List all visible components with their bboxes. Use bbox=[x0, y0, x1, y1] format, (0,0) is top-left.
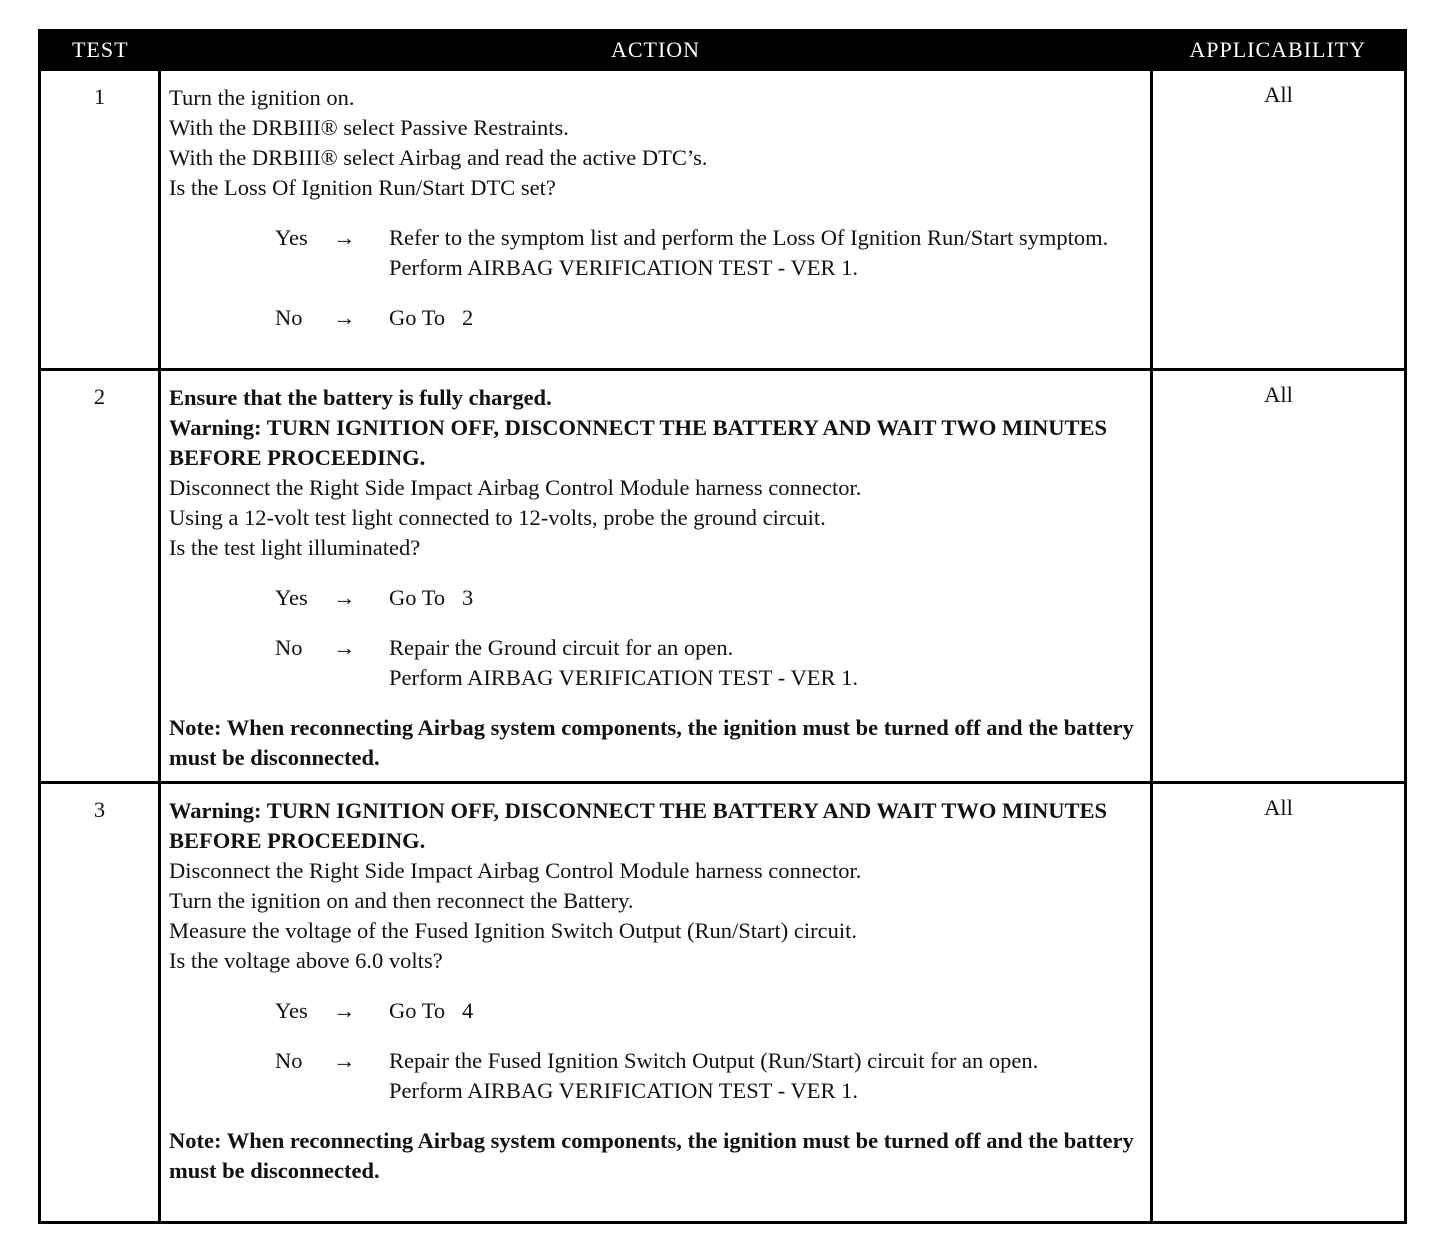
no-label: No bbox=[275, 305, 303, 330]
test-applicability: All bbox=[1152, 70, 1406, 370]
step-text: Disconnect the Right Side Impact Airbag Control Module harness connector. bbox=[169, 475, 862, 500]
header-test: TEST bbox=[40, 31, 160, 70]
yes-branch bbox=[169, 583, 1142, 613]
step-text: Turn the ignition on and then reconnect the Battery. bbox=[169, 888, 634, 913]
header-applicability: APPLICABILITY bbox=[1152, 31, 1406, 70]
test-number: 3 bbox=[40, 783, 160, 1223]
arrow-right-icon: → bbox=[333, 635, 356, 660]
no-result bbox=[389, 633, 1142, 693]
test-action bbox=[160, 70, 1152, 370]
arrow-right-icon: → bbox=[333, 585, 356, 610]
result-text: Go To 2 bbox=[389, 305, 474, 330]
arrow-right-icon: → bbox=[333, 225, 356, 250]
yes-branch bbox=[169, 223, 1142, 283]
test-action bbox=[160, 783, 1152, 1223]
step-text: With the DRBIII® select Passive Restraints. bbox=[169, 115, 569, 140]
yes-label: Yes bbox=[275, 225, 308, 250]
arrow-right-icon: → bbox=[333, 1048, 356, 1073]
no-branch bbox=[169, 303, 1142, 333]
step-text: Measure the voltage of the Fused Ignition Switch Output (Run/Start) circuit. bbox=[169, 918, 857, 943]
diagnostic-test-table bbox=[38, 29, 1407, 1224]
test-number: 2 bbox=[40, 370, 160, 783]
step-text: Disconnect the Right Side Impact Airbag Control Module harness connector. bbox=[169, 858, 862, 883]
yes-result bbox=[389, 583, 1142, 613]
warning-text: Warning: TURN IGNITION OFF, DISCONNECT THE BATTERY AND WAIT TWO MINUTES BEFORE PROCEEDING. bbox=[169, 415, 1107, 470]
no-result bbox=[389, 303, 1142, 333]
step-text: With the DRBIII® select Airbag and read the active DTC’s. bbox=[169, 145, 708, 170]
step-text: Is the voltage above 6.0 volts? bbox=[169, 948, 443, 973]
no-branch bbox=[169, 633, 1142, 693]
test-action bbox=[160, 370, 1152, 783]
warning-text: Warning: TURN IGNITION OFF, DISCONNECT THE BATTERY AND WAIT TWO MINUTES BEFORE PROCEEDING. bbox=[169, 798, 1107, 853]
result-text: Go To 3 bbox=[389, 585, 474, 610]
yes-label: Yes bbox=[275, 998, 308, 1023]
test-applicability: All bbox=[1152, 783, 1406, 1223]
test-row-2 bbox=[40, 370, 1406, 783]
step-text: Using a 12-volt test light connected to 12-volts, probe the ground circuit. bbox=[169, 505, 826, 530]
no-label: No bbox=[275, 635, 303, 660]
step-text: Turn the ignition on. bbox=[169, 85, 355, 110]
step-text: Is the test light illuminated? bbox=[169, 535, 421, 560]
test-applicability: All bbox=[1152, 370, 1406, 783]
step-text: Is the Loss Of Ignition Run/Start DTC set? bbox=[169, 175, 556, 200]
result-text: Go To 4 bbox=[389, 998, 474, 1023]
no-result bbox=[389, 1046, 1142, 1106]
yes-result bbox=[389, 996, 1142, 1026]
test-row-1 bbox=[40, 70, 1406, 370]
yes-result bbox=[389, 223, 1142, 283]
result-text: Refer to the symptom list and perform the Loss Of Ignition Run/Start symptom. bbox=[389, 225, 1109, 250]
yes-branch bbox=[169, 996, 1142, 1026]
no-label: No bbox=[275, 1048, 303, 1073]
header-action: ACTION bbox=[160, 31, 1152, 70]
note-text: Note: When reconnecting Airbag system components, the ignition must be turned off and the battery must be disconnected. bbox=[169, 715, 1134, 770]
result-text: Perform AIRBAG VERIFICATION TEST - VER 1. bbox=[389, 665, 858, 690]
note-text: Note: When reconnecting Airbag system components, the ignition must be turned off and the battery must be disconnected. bbox=[169, 1128, 1134, 1183]
result-text: Perform AIRBAG VERIFICATION TEST - VER 1. bbox=[389, 1078, 858, 1103]
result-text: Repair the Ground circuit for an open. bbox=[389, 635, 734, 660]
arrow-right-icon: → bbox=[333, 305, 356, 330]
test-number: 1 bbox=[40, 70, 160, 370]
result-text: Repair the Fused Ignition Switch Output (Run/Start) circuit for an open. bbox=[389, 1048, 1039, 1073]
test-row-3 bbox=[40, 783, 1406, 1223]
yes-label: Yes bbox=[275, 585, 308, 610]
result-text: Perform AIRBAG VERIFICATION TEST - VER 1. bbox=[389, 255, 858, 280]
no-branch bbox=[169, 1046, 1142, 1106]
arrow-right-icon: → bbox=[333, 998, 356, 1023]
step-text-bold: Ensure that the battery is fully charged. bbox=[169, 385, 552, 410]
table-header-row bbox=[40, 31, 1406, 70]
